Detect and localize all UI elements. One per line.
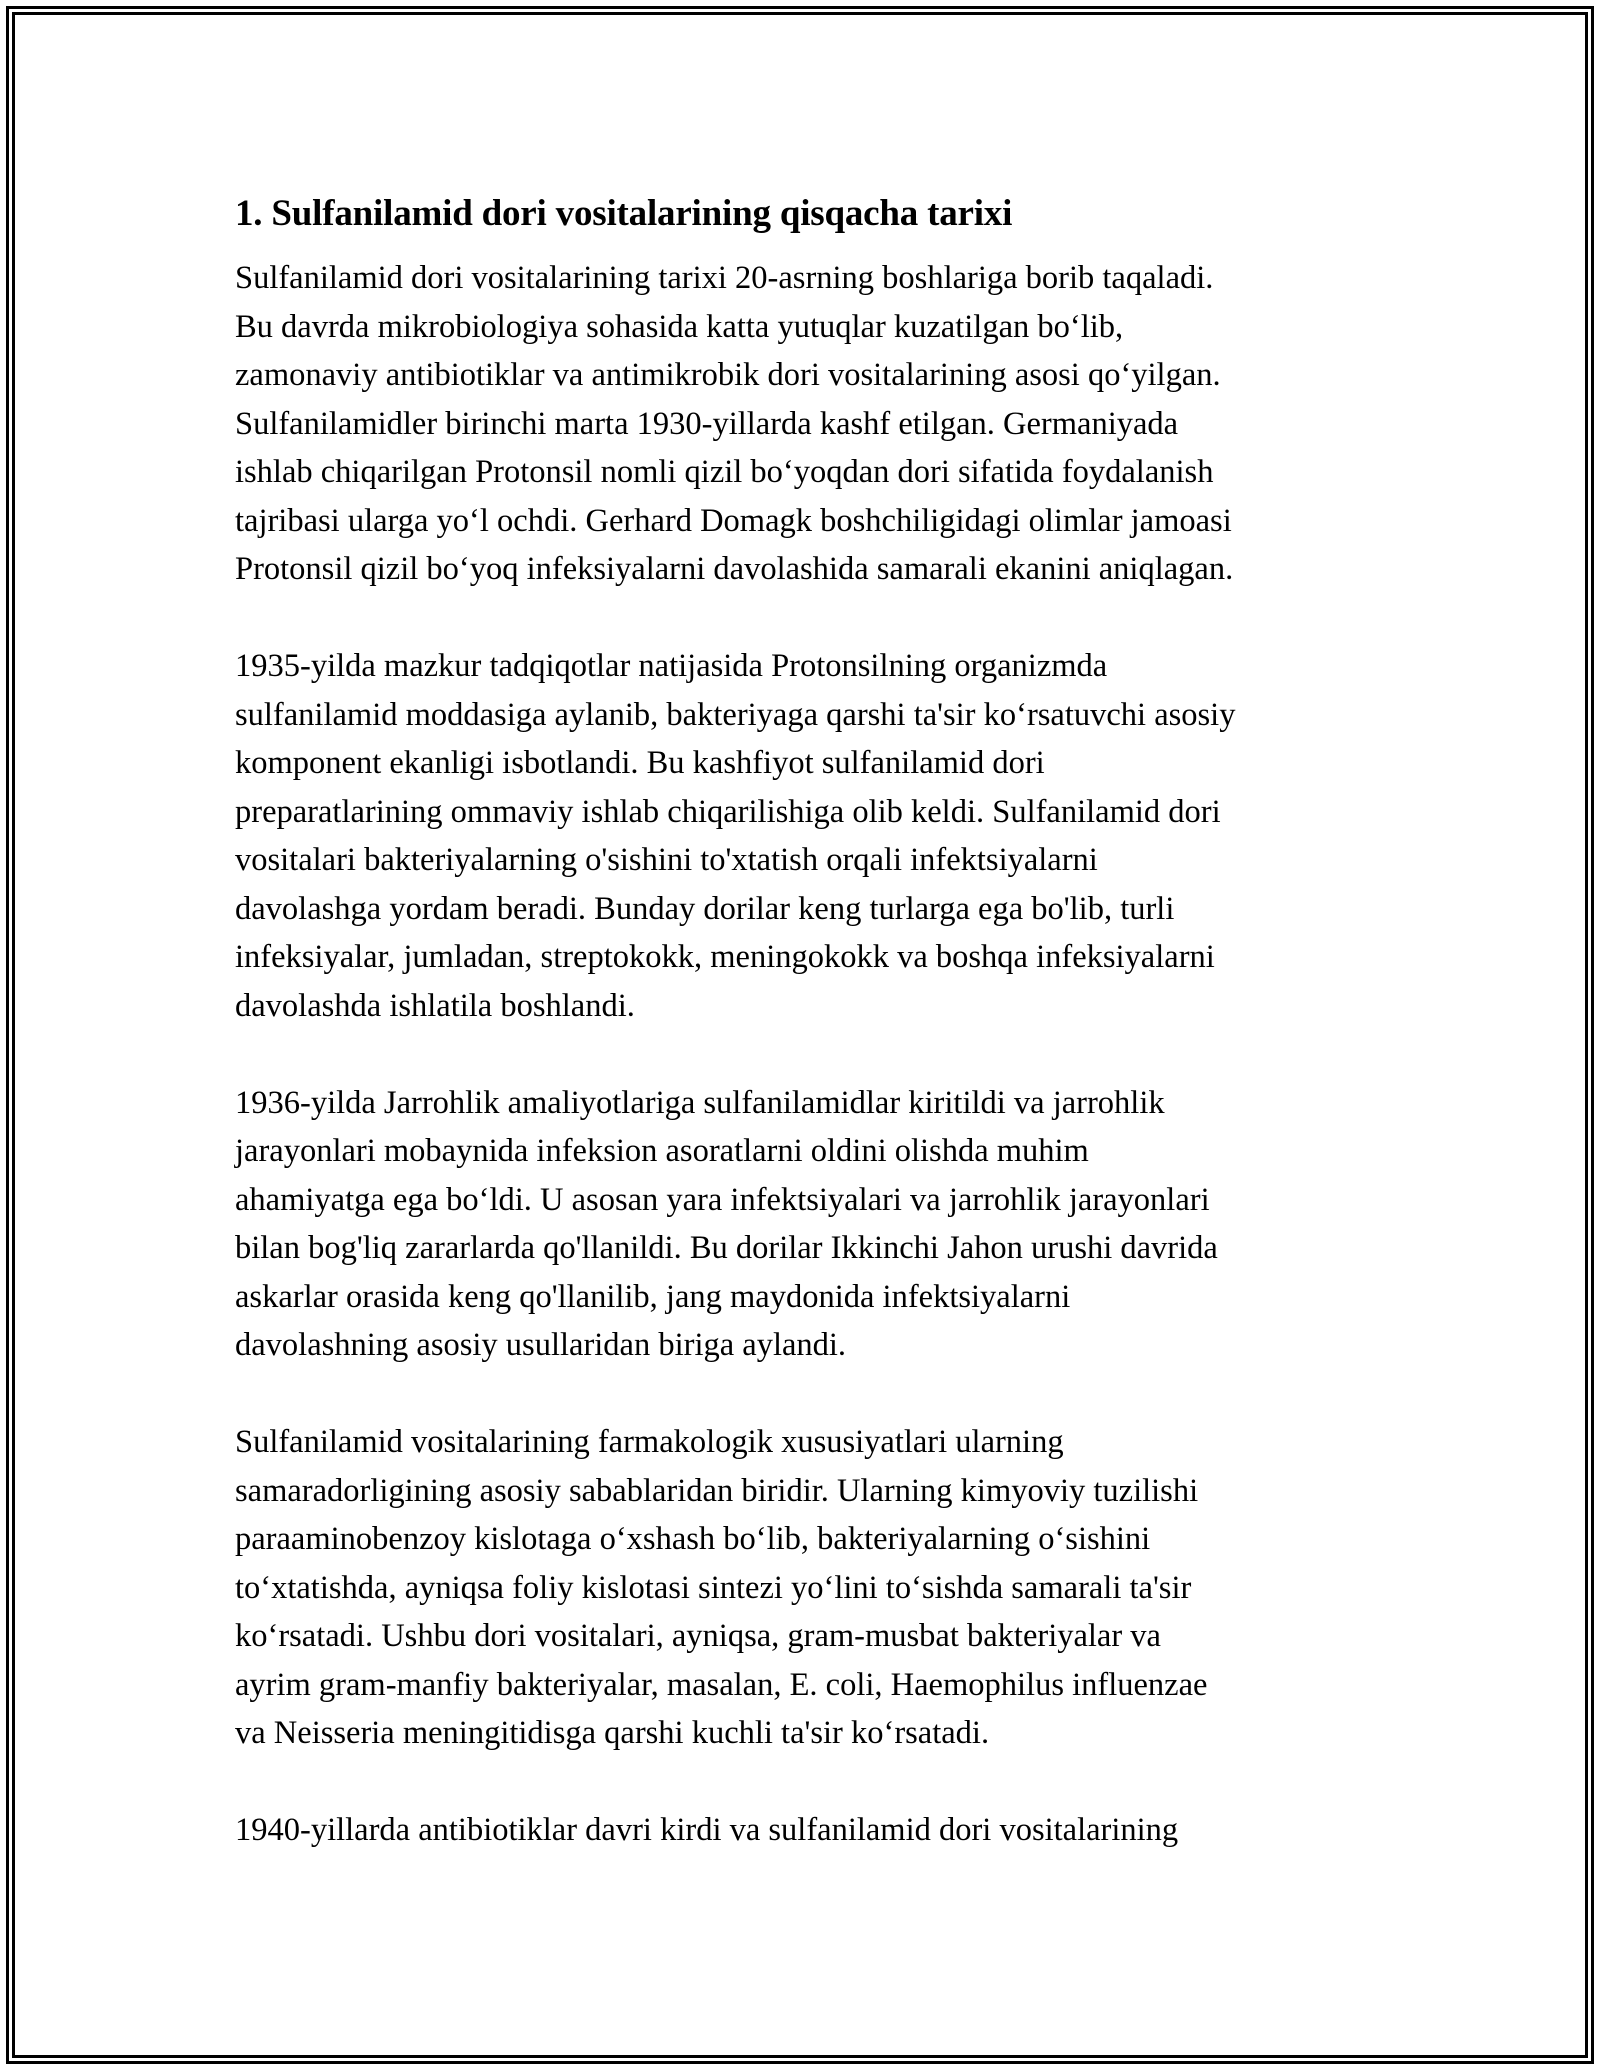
paragraph-4: Sulfanilamid vositalarining farmakologik xususiyatlari ularning samaradorligining asosiy sabablaridan biridir. Ularning kimyoviy tuzilishi paraaminobenzoy kislotaga o‘xshash bo‘lib, bakteriyalarning o‘sishini to‘xtatishda, ayniqsa foliy kislotasi sintezi yo‘lini to‘sishda samarali ta'sir ko‘rsatadi. Ushbu dori vositalari, ayniqsa, gram-musbat bakteriyalar va ayrim gram-manfiy bakteriyalar, masalan, E. coli, Haemophilus influenzae va Neisseria meningitidisga qarshi kuchli ta'sir ko‘rsatadi. bbox=[235, 1424, 1208, 1751]
section-heading: 1. Sulfanilamid dori vositalarining qisqacha tarixi bbox=[235, 193, 1013, 234]
paragraph-5: 1940-yillarda antibiotiklar davri kirdi va sulfanilamid dori vositalarining bbox=[235, 1812, 1179, 1848]
document-body bbox=[235, 188, 1370, 1855]
paragraph-2: 1935-yilda mazkur tadqiqotlar natijasida Protonsilning organizmda sulfanilamid moddasiga aylanib, bakteriyaga qarshi ta'sir ko‘rsatuvchi asosiy komponent ekanligi isbotlandi. Bu kashfiyot sulfanilamid dori preparatlarining ommaviy ishlab chiqarilishiga olib keldi. Sulfanilamid dori vositalari bakteriyalarning o'sishini to'xtatish orqali infektsiyalarni davolashga yordam beradi. Bunday dorilar keng turlarga ega bo'lib, turli infeksiyalar, jumladan, streptokokk, meningokokk va boshqa infeksiyalarni davolashda ishlatila boshlandi. bbox=[235, 648, 1236, 1024]
paragraph-3: 1936-yilda Jarrohlik amaliyotlariga sulfanilamidlar kiritildi va jarrohlik jarayonlari mobaynida infeksion asoratlarni oldini olishda muhim ahamiyatga ega bo‘ldi. U asosan yara infektsiyalari va jarrohlik jarayonlari bilan bog'liq zararlarda qo'llanildi. Bu dorilar Ikkinchi Jahon urushi davrida askarlar orasida keng qo'llanilib, jang maydonida infektsiyalarni davolashning asosiy usullaridan biriga aylandi. bbox=[235, 1084, 1218, 1363]
paragraph-1: Sulfanilamid dori vositalarining tarixi 20-asrning boshlariga borib taqaladi. Bu davrda mikrobiologiya sohasida katta yutuqlar kuzatilgan bo‘lib, zamonaviy antibiotiklar va antimikrobik dori vositalarining asosi qo‘yilgan. Sulfanilamidler birinchi marta 1930-yillarda kashf etilgan. Germaniyada ishlab chiqarilgan Protonsil nomli qizil bo‘yoqdan dori sifatida foydalanish tajribasi ularga yo‘l ochdi. Gerhard Domagk boshchiligidagi olimlar jamoasi Protonsil qizil bo‘yoq infeksiyalarni davolashida samarali ekanini aniqlagan. bbox=[235, 260, 1234, 587]
